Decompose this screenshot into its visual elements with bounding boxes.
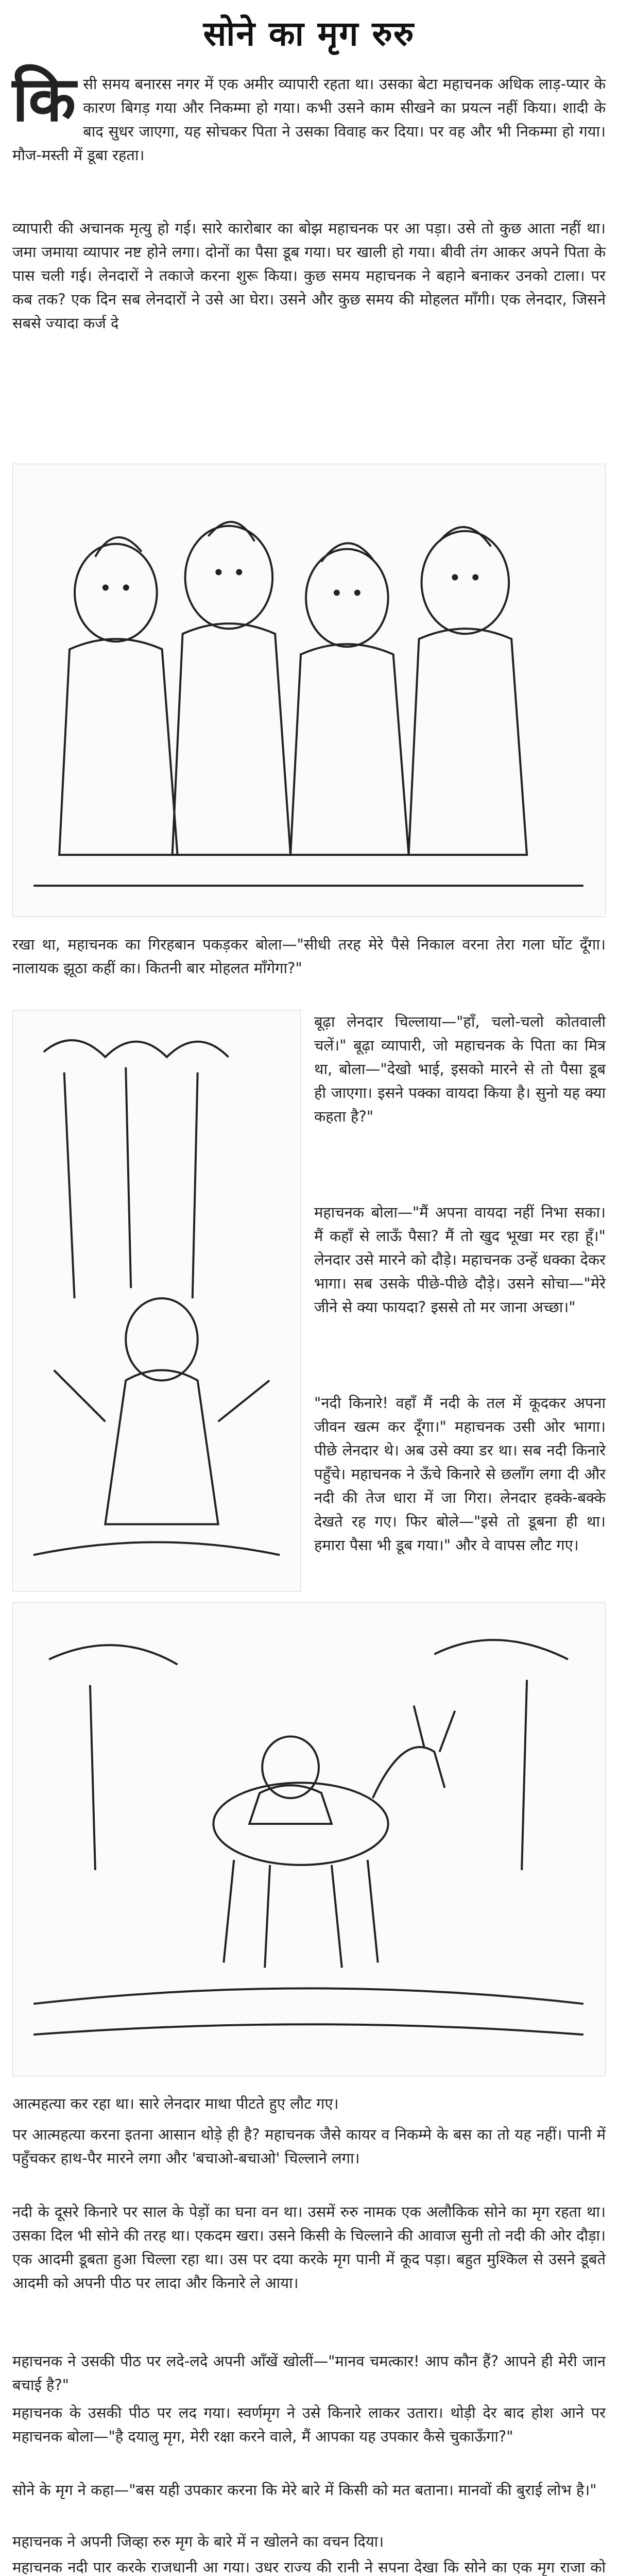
paragraph-13: महाचनक ने अपनी जिव्हा रुरु मृग के बारे में न खोलने का वचन दिया। [12, 2533, 384, 2550]
riverbank-chase-drawing [13, 1010, 300, 1591]
paragraph-3: रखा था, महाचनक का गिरहबान पकड़कर बोला—"सीधी तरह मेरे पैसे निकाल वरना तेरा गला घोंट दूँगा। नालायक झूठा कहीं का। कितनी बार मोहलत माँगेगा?" [12, 936, 606, 977]
lenders-crowd-drawing [13, 464, 605, 917]
paragraph-1: सी समय बनारस नगर में एक अमीर व्यापारी रहता था। उसका बेटा महाचनक अधिक लाड़-प्यार के कारण बिगड़ गया और निकम्मा हो गया। कभी उसने काम सीखने का प्रयत्न नहीं किया। शादी के बाद सुधर जाएगा, यह सोचकर पिता ने उसका विवाह कर दिया। पर वह और भी निकम्मा हो गया। मौज-मस्ती में डूबा रहता। [12, 75, 606, 164]
paragraph-14: महाचनक नदी पार करके राजधानी आ गया। उधर राज्य की रानी ने सपना देखा कि सोने का एक मृग राजा को [12, 2558, 606, 2576]
illustration-lenders-crowd [12, 464, 606, 917]
paragraph-5: महाचनक बोला—"मैं अपना वायदा नहीं निभा सका। मैं कहाँ से लाऊँ पैसा? मैं तो खुद भूखा मर रहा हूँ।" लेनदार उसे मारने को दौड़े। महाचनक उन्हें धक्का देकर भागा। सब उसके पीछे-पीछे दौड़े। उसने सोचा—"मेरे जीने से क्या फायदा? इससे तो मर जाना अच्छा।" [314, 1204, 606, 1316]
paragraph-4: बूढ़ा लेनदार चिल्लाया—"हाँ, चलो-चलो कोतवाली चलें।" बूढ़ा व्यापारी, जो महाचनक के पिता का मित्र था, बोला—"देखो भाई, इसको मारने से तो पैसा डूब ही जाएगा। इसने पक्का वायदा किया है। सुनो यह क्या कहता है?" [314, 1013, 606, 1125]
paragraph-10: महाचनक ने उसकी पीठ पर लदे-लदे अपनी आँखें खोलीं—"मानव चमत्कार! आप कौन हैं? आपने ही मेरी जान बचाई है?" [12, 2352, 606, 2394]
deer-rescue-drawing [13, 1603, 605, 2076]
paragraph-11: महाचनक के उसकी पीठ पर लद गया। स्वर्णमृग ने उसे किनारे लाकर उतारा। थोड़ी देर बाद होश आने पर महाचनक बोला—"है दयालु मृग, मेरी रक्षा करने वाले, मैं आपका यह उपकार कैसे चुकाऊँगा?" [12, 2404, 606, 2445]
illustration-riverbank-chase [12, 1010, 301, 1592]
intro-paragraph [12, 64, 606, 167]
paragraph-6: "नदी किनारे! वहाँ मैं नदी के तल में कूदकर अपना जीवन खत्म कर दूँगा।" महाचनक उसी ओर भागा। पीछे लेनदार थे। अब उसे क्या डर था। सब नदी किनारे पहुँचे। महाचनक ने ऊँचे किनारे से छलाँग लगा दी और नदी की तेज धारा में जा गिरा। लेनदार हक्के-बक्के देखते रह गए। फिर बोले—"इसे तो डूबना ही था। हमारा पैसा भी डूब गया।" और वे वापस लौट गए। [314, 1394, 606, 1554]
story-title: सोने का मृग रुरु [203, 14, 415, 54]
illustration-deer-rescue [12, 1602, 606, 2076]
paragraph-8: पर आत्महत्या करना इतना आसान थोड़े ही है? महाचनक जैसे कायर व निकम्मे के बस का तो यह नहीं। पानी में पहुँचकर हाथ-पैर मारने लगा और 'बचाओ-बचाओ' चिल्लाने लगा। [12, 2126, 606, 2167]
paragraph-9: नदी के दूसरे किनारे पर साल के पेड़ों का घना वन था। उसमें रुरु नामक एक अलौकिक सोने का मृग रहता था। उसका दिल भी सोने की तरह था। एकदम खरा। उसने किसी के चिल्लाने की आवाज सुनी तो नदी की ओर दौड़ा। एक आदमी डूबता हुआ चिल्ला रहा था। उस पर दया करके मृग पानी में कूद पड़ा। बहुत मुश्किल से उसने डूबते आदमी को अपनी पीठ पर लादा और किनारे ले आया। [12, 2203, 606, 2292]
paragraph-7: आत्महत्या कर रहा था। सारे लेनदार माथा पीटते हुए लौट गए। [12, 2095, 339, 2112]
dropcap-letter: कि [12, 64, 76, 135]
paragraph-2: व्यापारी की अचानक मृत्यु हो गई। सारे कारोबार का बोझ महाचनक पर आ पड़ा। उसे तो कुछ आता नहीं था। जमा जमाया व्यापार नष्ट होने लगा। दोनों का पैसा डूब गया। घर खाली हो गया। बीवी तंग आकर अपने पिता के पास चली गई। लेनदारों ने तकाजे करना शुरू किया। कुछ समय महाचनक ने बहाने बनाकर उनको टाला। पर कब तक? एक दिन सब लेनदारों ने उसे आ घेरा। उसने और कुछ समय की मोहलत माँगी। एक लेनदार, जिसने सबसे ज्यादा कर्ज दे [12, 219, 606, 332]
paragraph-12: सोने के मृग ने कहा—"बस यही उपकार करना कि मेरे बारे में किसी को मत बताना। मानवों की बुराई लोभ है।" [12, 2481, 597, 2499]
